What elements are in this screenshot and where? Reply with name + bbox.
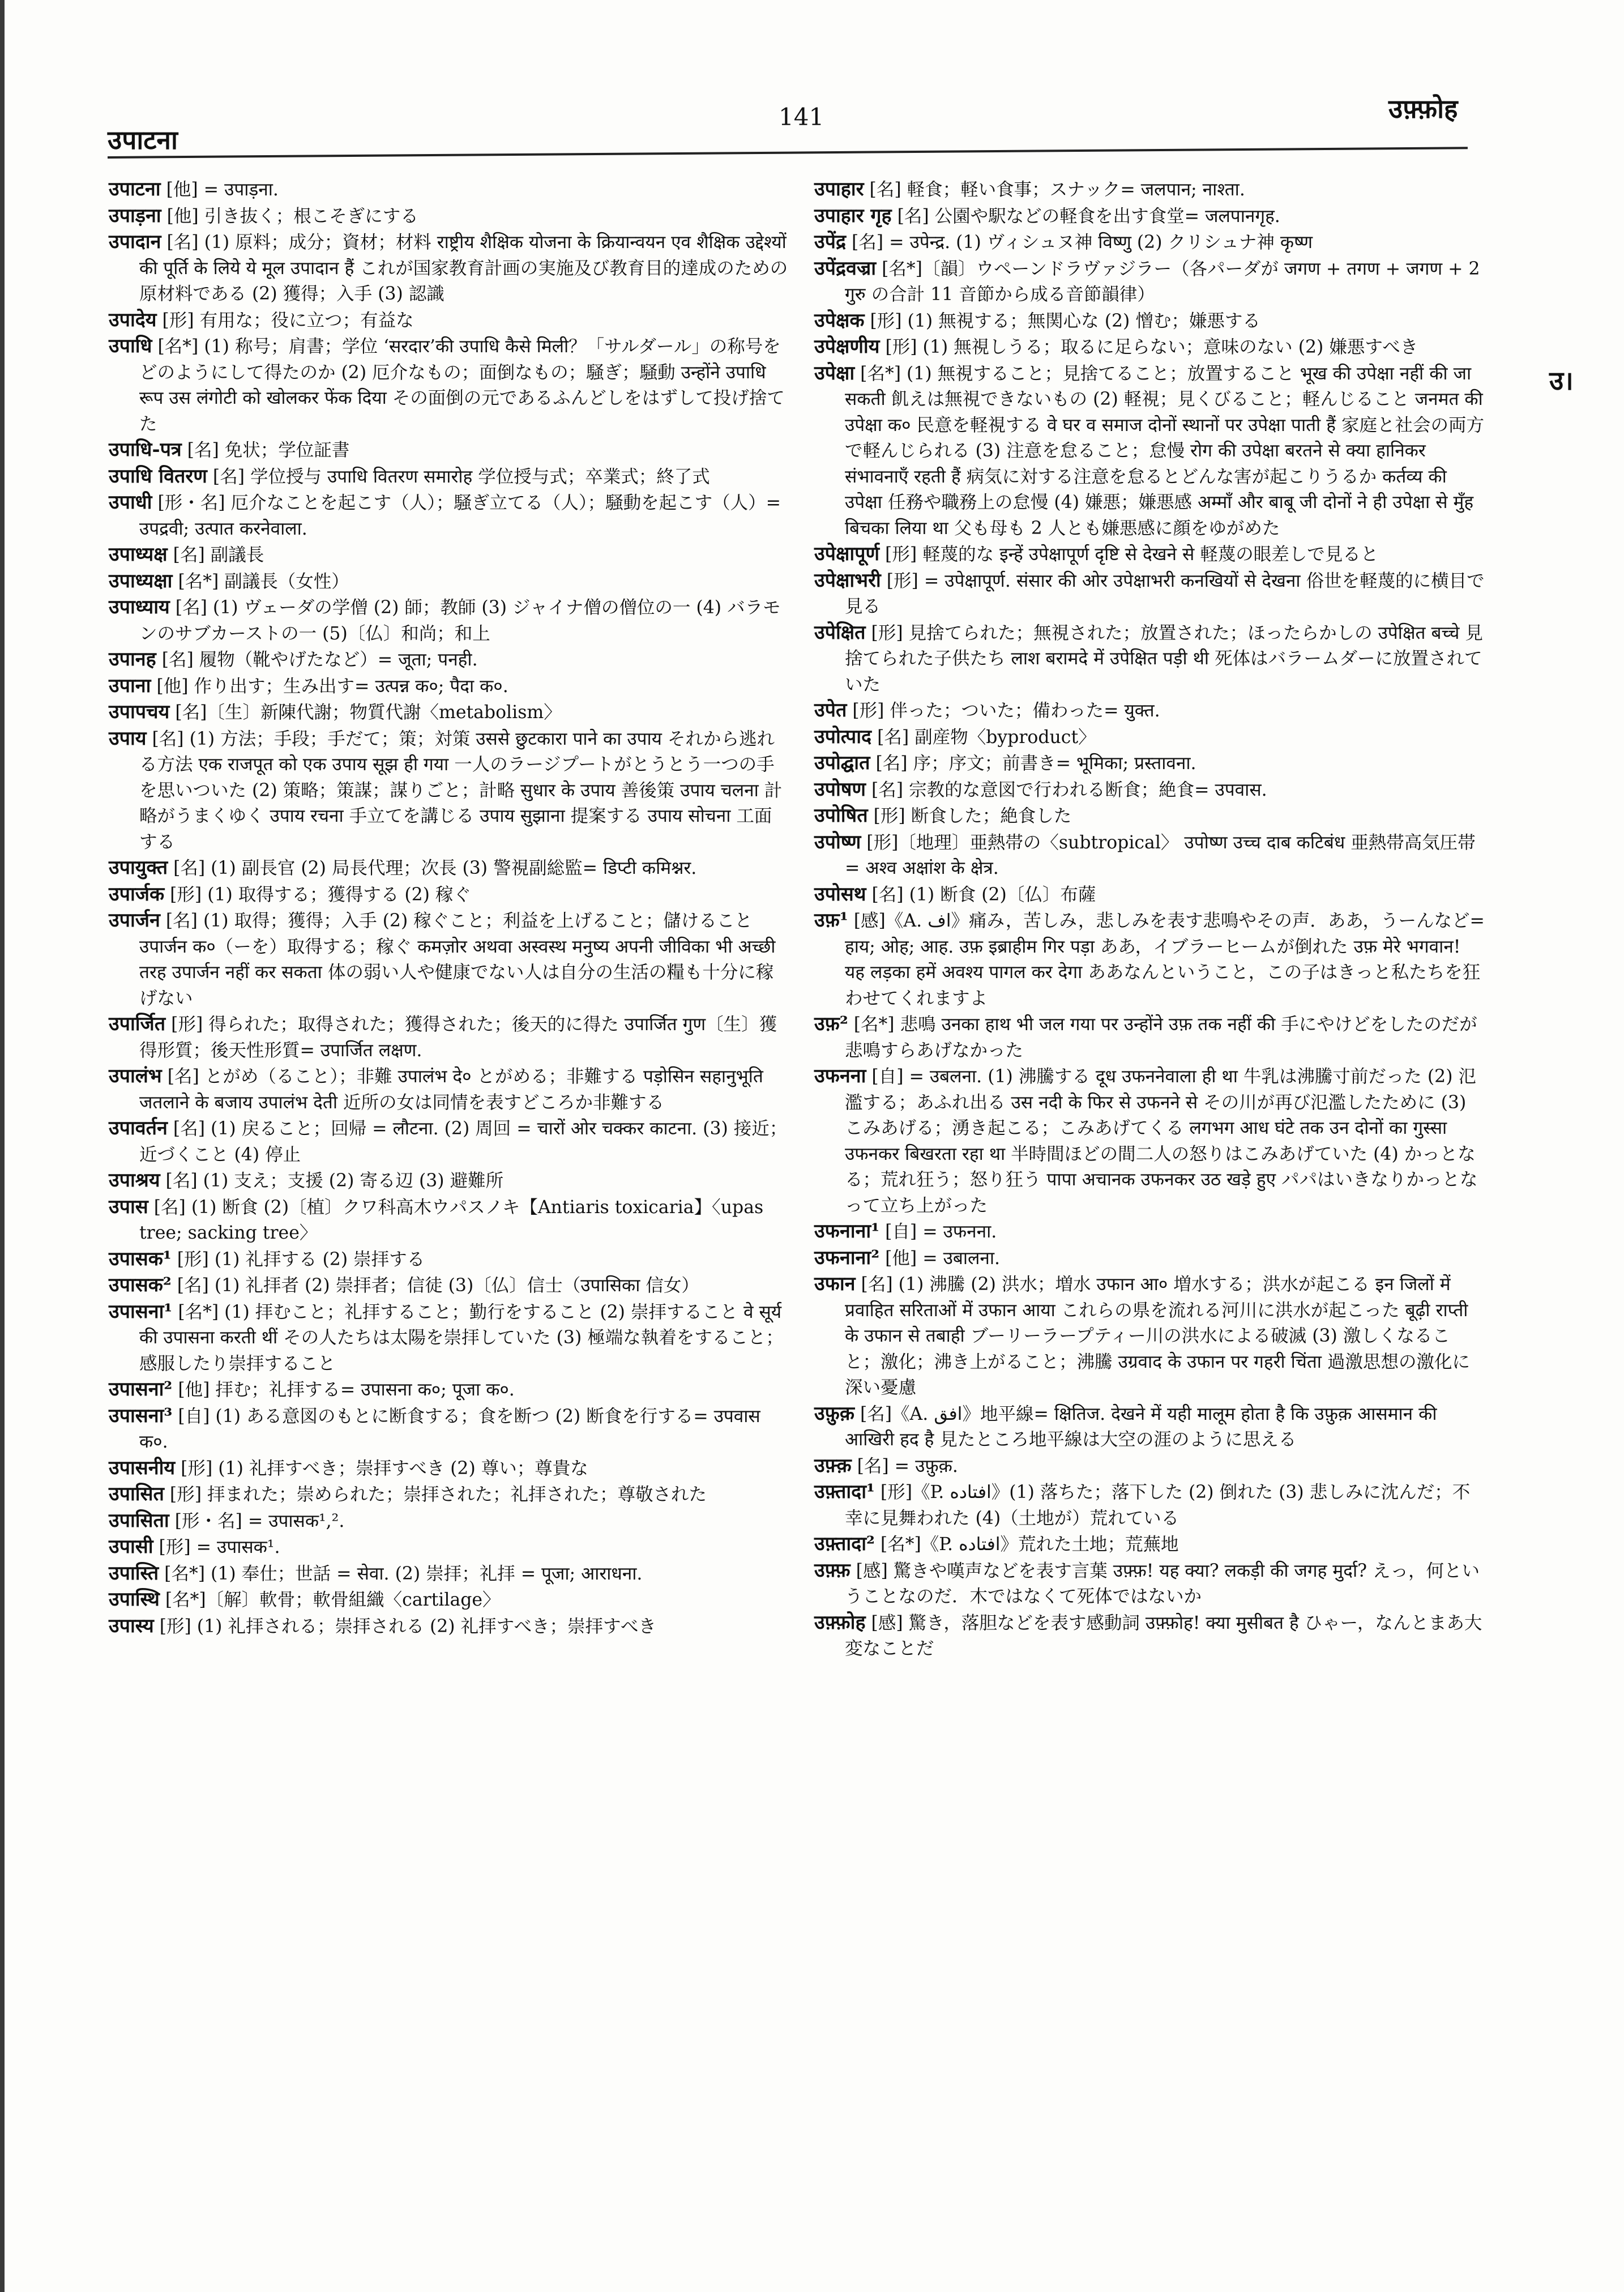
entry-definition: [名] 副議長: [167, 545, 264, 565]
entry-definition: [形] (1) 礼拝する (2) 崇拝する: [171, 1249, 425, 1270]
dictionary-entry: [814, 1610, 1485, 1662]
headword: उपासना¹: [109, 1300, 173, 1323]
entry-definition: [自] = उफनना.: [879, 1222, 997, 1242]
headword: उपायुक्त: [109, 856, 168, 879]
entry-definition: [名] (1) ヴェーダの学僧 (2) 師；教師 (3) ジャイナ僧の僧位の一 (4) バラモンのサブカーストの一 (5)〔仏〕和尚；和上: [139, 597, 781, 644]
entry-definition: [名] 副産物〈byproduct〉: [871, 727, 1096, 748]
dictionary-entry: [814, 334, 1485, 361]
dictionary-entry: [109, 647, 788, 673]
dictionary-entry: [814, 1011, 1485, 1064]
header-rule: [108, 147, 1468, 159]
dictionary-entry: [814, 882, 1485, 908]
entry-definition: [形] = उपासक¹.: [153, 1537, 280, 1557]
dictionary-entry: [109, 1064, 788, 1116]
dictionary-entry: [814, 256, 1485, 308]
entry-definition: [他] 引き抜く；根こそぎにする: [161, 206, 418, 227]
dictionary-entry: [814, 1558, 1485, 1610]
headword: उफ़¹: [814, 909, 848, 932]
dictionary-entry: [814, 308, 1485, 335]
dictionary-entry: [109, 1508, 788, 1535]
headword: उफ़ुक़: [814, 1402, 854, 1425]
dictionary-entry: [109, 1377, 788, 1403]
headword: उपादेय: [109, 308, 157, 331]
headword: उफनाना²: [814, 1246, 880, 1269]
headword: उपासी: [109, 1535, 153, 1558]
dictionary-entry: [814, 1401, 1485, 1453]
entry-definition: [名*] (1) 奉仕；世話 = सेवा. (2) 崇拝；礼拝 = पूजा; आराधना.: [159, 1563, 643, 1584]
entry-definition: [名] (1) 副長官 (2) 局長代理；次長 (3) 警視副総監= डिप्टी कमिश्नर.: [168, 858, 697, 878]
headword: उफ़्तादा²: [814, 1533, 875, 1555]
dictionary-entry: [814, 750, 1485, 777]
headword: उपार्जन: [109, 909, 160, 932]
dictionary-entry: [814, 1245, 1485, 1272]
headword: उपेक्षा: [814, 361, 855, 385]
entry-definition: [名] (1) 原料；成分；資材；材料 राष्ट्रीय शैक्षिक योजना के क्रियान्वयन एव शैक्षिक उद्देश्यों की पूर्ति के लिये ये मूल उपादान हैं これが国家教育計画の実施及び教育目的達成のための原材料である (2) 獲得；入手 (3) 認識: [139, 232, 788, 304]
headword: उफ़्फ़ोह: [814, 1611, 866, 1634]
headword: उपासना²: [109, 1378, 173, 1401]
dictionary-entry: [109, 673, 788, 700]
headword: उपेक्षणीय: [814, 335, 880, 358]
headword: उपासनीय: [109, 1456, 176, 1479]
dictionary-entry: [109, 1116, 788, 1168]
dictionary-entry: [109, 1168, 788, 1194]
dictionary-entry: [814, 698, 1485, 724]
dictionary-entry: [109, 177, 788, 203]
dictionary-entry: [109, 203, 788, 230]
entry-definition: [名] (1) 断食 (2)〔仏〕布薩: [866, 884, 1096, 905]
entry-definition: [名] 宗教的な意図で行われる断食；絶食= उपवास.: [865, 779, 1267, 800]
headword: उपोष्ण: [814, 830, 861, 853]
entry-definition: [自] = उबलना. (1) 沸騰する दूध उफननेवाला ही था 牛乳は沸騰寸前だった (2) 氾濫する；あふれ出る उस नदी के फिर से उफनने से その川が再び氾濫したために (3) こみあげる；湧き起こる；こみあげてくる लगभग आध घंटे तक उन दोनों का गुस्सा उफनकर बिखरता रहा था 半時間ほどの間二人の怒りはこみあげていた (4) かっとなる；荒れ狂う；怒り狂う पापा अचानक उफनकर उठ खड़े हुए パパはいきなりかっとなって立ち上がった: [845, 1066, 1478, 1216]
dictionary-entry: [109, 699, 788, 726]
headword: उपेत: [814, 699, 847, 722]
scan-edge: [0, 0, 5, 2292]
running-head-right: उफ़्फ़ोह: [1388, 93, 1458, 124]
headword: उपापचय: [109, 701, 170, 723]
entry-definition: [形] 得られた；取得された；獲得された；後天的に得た उपार्जित गुण〔生〕獲得形質；後天性形質= उपार्जित लक्षण.: [139, 1014, 777, 1061]
entry-definition: [形]《P. افتاده》(1) 落ちた；落下した (2) 倒れた (3) 悲しみに沈んだ；不幸に見舞われた (4)（土地が）荒れている: [845, 1482, 1471, 1529]
dictionary-entry: [814, 229, 1485, 256]
dictionary-entry: [109, 908, 788, 1011]
headword: उपोद्घात: [814, 752, 870, 774]
headword: उफनाना¹: [814, 1220, 880, 1243]
dictionary-entry: [109, 1247, 788, 1273]
headword: उफ़्फ़: [814, 1559, 851, 1582]
right-column: [814, 177, 1485, 1662]
headword: उपास्य: [109, 1614, 154, 1637]
dictionary-entry: [109, 1403, 788, 1456]
dictionary-entry: [814, 830, 1485, 882]
dictionary-entry: [814, 203, 1485, 230]
entry-definition: [名] 公園や駅などの軽食を出す食堂= जलपानगृह.: [891, 206, 1280, 227]
entry-definition: [形・名] 厄介なことを起こす（人）；騒ぎ立てる（人）；騒動を起こす（人）= उपद्रवी; उत्पात करनेवाला.: [139, 493, 781, 539]
entry-definition: [形] 見捨てられた；無視された；放置された；ほったらかしの उपेक्षित बच्चे 見捨てられた子供たち लाश बरामदे में उपेक्षित पड़ी थी 死体はバラームダーに放置されていた: [845, 622, 1483, 695]
headword: उपाड़ना: [109, 204, 161, 227]
entry-definition: [形] 拝まれた；崇められた；崇拝された；礼拝された；尊敬された: [164, 1484, 707, 1505]
entry-definition: [名] (1) 断食 (2)〔植〕クワ科高木ウパスノキ【Antiaris toxicaria】〈upas tree; sacking tree〉: [139, 1197, 764, 1243]
entry-definition: [名] (1) 礼拝者 (2) 崇拝者；信徒 (3)〔仏〕信士（उपासिका 信女）: [171, 1275, 699, 1296]
headword: उफनना: [814, 1065, 866, 1087]
dictionary-entry: [109, 1534, 788, 1561]
entry-definition: [名] = उफ़ुक़.: [851, 1456, 958, 1476]
entry-definition: [他] 作り出す；生み出す= उत्पन्न क०; पैदा क०.: [151, 676, 508, 697]
entry-definition: [形・名] = उपासक¹,².: [169, 1510, 345, 1531]
headword: उपास्थि: [109, 1588, 160, 1611]
entry-definition: [形] (1) 礼拝すべき；崇拝すべき (2) 尊い；尊貴な: [175, 1458, 588, 1479]
dictionary-entry: [814, 361, 1485, 542]
headword: उपानह: [109, 648, 156, 671]
headword: उपाधि वितरण: [109, 464, 207, 488]
headword: उपार्जित: [109, 1013, 166, 1035]
dictionary-entry: [814, 724, 1485, 751]
entry-definition: [名] とがめ（ること）；非難 उपालंभ दे० とがめる；非難する पड़ोसिन सहानुभूति जतलाने के बजाय उपालंभ देती 近所の女は同情を表すどころか非難する: [139, 1066, 763, 1113]
dictionary-entry: [814, 803, 1485, 830]
headword: उपोषण: [814, 778, 866, 801]
entry-definition: [形] 軽蔑的な इन्हें उपेक्षापूर्ण दृष्टि से देखने से 軽蔑の眼差しで見ると: [879, 544, 1379, 565]
dictionary-entry: [109, 308, 788, 334]
headword: उपाधि: [109, 335, 152, 357]
dictionary-entry: [109, 542, 788, 569]
dictionary-entry: [109, 1273, 788, 1299]
dictionary-entry: [814, 777, 1485, 804]
entry-definition: [名] (1) 沸騰 (2) 洪水；増水 उफान आ० 増水する；洪水が起こる इन जिलों में प्रवाहित सरिताओं में उफान आया これらの県を流れる河川に洪水が起こった बूढ़ी राप्ती के उफान से तबाही ブーリーラープティー川の洪水による破滅 (3) 激しくなること；激化；沸き上がること；沸騰 उग्रवाद के उफान पर गहरी चिंता 過激思想の激化に深い憂慮: [845, 1274, 1470, 1398]
dictionary-entry: [109, 1456, 788, 1482]
entry-definition: [名*]《P. افتاده》荒れた土地；荒蕪地: [874, 1534, 1179, 1555]
entry-definition: [形] (1) 取得する；獲得する (2) 稼ぐ: [164, 884, 471, 905]
headword: उपाधी: [109, 491, 152, 514]
entry-definition: [他] 拝む；礼拝する= उपासना क०; पूजा क०.: [172, 1380, 515, 1400]
headword: उपास्ति: [109, 1561, 159, 1585]
headword: उपोत्पाद: [814, 725, 872, 748]
headword: उपास: [109, 1195, 148, 1218]
entry-definition: [名*]〔解〕軟骨；軟骨組織〈cartilage〉: [159, 1590, 501, 1610]
headword: उपाना: [109, 674, 151, 697]
entry-definition: [形] (1) 無視する；無関心な (2) 憎む；嫌悪する: [864, 310, 1260, 331]
headword: उपाहार गृह: [814, 204, 892, 227]
dictionary-entry: [109, 855, 788, 882]
entry-definition: [形] = उपेक्षापूर्ण. संसार की ओर उपेक्षाभरी कनखियों से देखना 俗世を軽蔑的に横目で見る: [845, 570, 1485, 617]
entry-definition: [名*] 副議長（女性）: [172, 571, 349, 592]
headword: उपार्जक: [109, 882, 165, 906]
entry-definition: [名] (1) 支え；支援 (2) 寄る辺 (3) 避難所: [160, 1171, 504, 1191]
page-number: 141: [779, 103, 824, 131]
dictionary-entry: [109, 569, 788, 595]
entry-definition: [他] = उबालना.: [879, 1248, 1001, 1269]
entry-definition: [感] 驚きや嘆声などを表す言葉 उफ़्फ़! यह क्या? लकड़ी की जगह मुर्दा? えっ，何ということなのだ．木ではなくて死体ではないか: [845, 1560, 1480, 1607]
entry-definition: [名] 序；序文；前書き= भूमिका; प्रस्तावना.: [870, 753, 1196, 774]
headword: उपासिता: [109, 1509, 169, 1532]
headword: उपाध्याय: [109, 596, 170, 618]
entry-definition: [名] (1) 方法；手段；手だて；策；対策 उससे छुटकारा पाने का उपाय それから逃れる方法 एक राजपूत को एक उपाय सूझ ही गया 一人のラージプートがとうとう一つの手を思いついた (2) 策略；策謀；謀りごと；計略 सुधार के उपाय 善後策 उपाय चलना 計略がうまくゆく उपाय रचना 手立てを講じる उपाय सुझाना 提案する उपाय सोचना 工面する: [139, 728, 783, 852]
entry-definition: [名] 軽食；軽い食事；スナック= जलपान; नाश्ता.: [864, 180, 1245, 200]
headword: उपासक²: [109, 1274, 172, 1296]
entry-definition: [名*] (1) 無視すること；見捨てること；放置すること भूख की उपेक्षा नहीं की जा सकती 飢えは無視できないもの (2) 軽視；見くびること；軽んじること जनमत की उपेक्षा क० 民意を軽視する वे घर व समाज दोनों स्थानों पर उपेक्षा पाती हैं 家庭と社会の両方で軽んじられる (3) 注意を怠ること；怠慢 रोग की उपेक्षा बरतने से क्या हानिकर संभावनाएँ रहती हैं 病気に対する注意を怠るとどんな害が起こりうるか कर्तव्य की उपेक्षा 任務や職務上の怠慢 (4) 嫌悪；嫌悪感 अम्माँ और बाबू जी दोनों ने ही उपेक्षा से मुँह बिचका लिया था 父も母も 2 人とも嫌悪感に顔をゆがめた: [845, 363, 1484, 539]
headword: उपाध्यक्षा: [109, 569, 173, 592]
headword: उपासित: [109, 1483, 164, 1505]
dictionary-entry: [109, 437, 788, 464]
dictionary-entry: [109, 726, 788, 856]
entry-definition: [名*] (1) 拝むこと；礼拝すること；勤行をすること (2) 崇拝すること वे सूर्य की उपासना करती थीं その人たちは太陽を崇拝していた (3) 極端な執着をすること；感服したり崇拝すること: [139, 1301, 784, 1374]
dictionary-entry: [109, 490, 788, 542]
entry-definition: [感] 驚き，落胆などを表す感動詞 उफ़्फ़ोह! क्या मुसीबत है ひゃー，なんとまあ大変なことだ: [845, 1612, 1482, 1659]
headword: उपाध्यक्ष: [109, 543, 168, 566]
headword: उपालंभ: [109, 1065, 162, 1087]
headword: उपाहार: [814, 178, 864, 200]
entry-definition: [名] (1) 戻ること；回帰 = लौटना. (2) 周回 = चारों ओर चक्कर काटना. (3) 接近；近づくこと (4) 停止: [139, 1119, 788, 1165]
dictionary-entry: [814, 1531, 1485, 1558]
entry-definition: [形] 断食した；絶食した: [867, 806, 1072, 826]
headword: उपासना³: [109, 1404, 173, 1427]
entry-definition: [名]《A. افق》地平線= क्षितिज. देखने में यही मालूम होता है कि उफ़ुक़ आसमान की आखिरी हद है 見たところ地平線は大空の涯のように思える: [845, 1403, 1437, 1450]
headword: उपेंद्रवज्रा: [814, 257, 877, 280]
headword: उपाश्रय: [109, 1169, 160, 1192]
entry-definition: [形] (1) 無視しうる；取るに足らない；意味のない (2) 嫌悪すべき: [879, 337, 1418, 357]
headword: उपेक्षक: [814, 309, 865, 332]
entry-definition: [名] (1) 取得；獲得；入手 (2) 稼ぐこと；利益を上げること；儲けること उपार्जन क०（ーを）取得する；稼ぐ कमज़ोर अथवा अस्वस्थ मनुष्य अपनी जीविका भी अच्छी तरह उपार्जन नहीं कर सकता 体の弱い人や健康でない人は自分の生活の糧も十分に稼げない: [139, 911, 776, 1009]
running-head-left: उपाटना: [108, 125, 178, 155]
entry-definition: [名] 学位授与 उपाधि वितरण समारोह 学位授与式；卒業式；終了式: [207, 466, 710, 487]
headword: उपेक्षाभरी: [814, 569, 881, 592]
entry-definition: [名] 履物（靴やげたなど）= जूता; पनही.: [156, 650, 478, 670]
entry-definition: [名*]〔韻〕ウペーンドラヴァジラー（各パーダが जगण + तगण + जगण + 2 गुरु の合計 11 音節から成る音節韻律）: [845, 258, 1480, 305]
headword: उपेंद्र: [814, 231, 846, 253]
entry-definition: [感]《A. اف》痛み，苦しみ，悲しみを表す悲鳴やその声．ああ，うーんなど= हाय; ओह; आह. उफ़ इब्राहीम गिर पड़ा ああ，イブラーヒームが倒れた उफ़ मेरे भगवान! यह लड़का हमें अवश्य पागल कर देगा ああなんということ，この子はきっと私たちを狂わせてくれますよ: [845, 911, 1485, 1009]
headword: उपावर्तन: [109, 1117, 168, 1139]
entry-definition: [名*] 悲鳴 उनका हाथ भी जल गया पर उन्होंने उफ़ तक नहीं की 手にやけどをしたのだが悲鳴すらあげなかった: [845, 1014, 1477, 1061]
dictionary-entry: [814, 177, 1485, 203]
headword: उफ़²: [814, 1013, 848, 1035]
dictionary-entry: [109, 882, 788, 908]
dictionary-entry: [109, 1299, 788, 1377]
entry-definition: [名] = उपेन्द्र. (1) ヴィシュヌ神 विष्णु (2) クリシュナ神 कृष्ण: [846, 232, 1313, 253]
headword: उपाधि-पत्र: [109, 438, 182, 461]
dictionary-entry: [814, 1453, 1485, 1480]
dictionary-entry: [814, 620, 1485, 698]
dictionary-entry: [109, 1482, 788, 1508]
headword: उफान: [814, 1273, 856, 1295]
dictionary-entry: [109, 229, 788, 308]
dictionary-entry: [814, 1219, 1485, 1245]
headword: उफ़्तादा¹: [814, 1480, 875, 1503]
dictionary-entry: [109, 1194, 788, 1247]
dictionary-entry: [814, 1479, 1485, 1531]
entry-definition: [形] 有用な；役に立つ；有益な: [156, 310, 414, 331]
dictionary-entry: [109, 1561, 788, 1587]
headword: उपाटना: [109, 178, 161, 200]
dictionary-entry: [814, 1271, 1485, 1401]
dictionary-entry: [814, 908, 1485, 1011]
dictionary-entry: [109, 1614, 788, 1640]
entry-definition: [他] = उपाड़ना.: [160, 180, 279, 200]
entry-definition: [形] 伴った；ついた；備わった= युक्त.: [847, 701, 1160, 721]
dictionary-entry: [109, 334, 788, 437]
headword: उपोसथ: [814, 882, 866, 906]
entry-definition: [名]〔生〕新陳代謝；物質代謝〈metabolism〉: [169, 702, 562, 723]
headword: उपेक्षापूर्ण: [814, 543, 880, 565]
entry-definition: [形] (1) 礼拝される；崇拝される (2) 礼拝すべき；崇拝すべき: [153, 1616, 656, 1637]
dictionary-entry: [109, 1011, 788, 1064]
entry-definition: [名] 免状；学位証書: [181, 440, 350, 460]
dictionary-entry: [814, 568, 1485, 620]
dictionary-entry: [814, 541, 1485, 568]
dictionary-entry: [109, 1587, 788, 1614]
headword: उफ़्क़: [814, 1454, 852, 1477]
entry-definition: [名*] (1) 称号；肩書；学位 ‘सरदार’की उपाधि कैसे मिली？「サルダール」の称号をどのようにして得たのか (2) 厄介なもの；面倒なもの；騒ぎ；騒動 उन्होंने उपाधि रूप उस लंगोटी को खोलकर फेंक दिया その面倒の元であるふんどしをはずして投げ捨てた: [139, 336, 785, 434]
dictionary-entry: [109, 595, 788, 647]
headword: उपेक्षित: [814, 621, 866, 644]
dictionary-entry: [814, 1064, 1485, 1219]
entry-definition: [形]〔地理〕亜熱帯の〈subtropical〉 उपोष्ण उच्च दाब कटिबंध 亜熱帯高気圧帯= अश्व अक्षांश के क्षेत्र.: [845, 832, 1476, 878]
left-column: [109, 177, 788, 1640]
dictionary-entry: [109, 464, 788, 490]
headword: उपासक¹: [109, 1247, 172, 1270]
headword: उपोषित: [814, 804, 868, 827]
headword: उपादान: [109, 231, 161, 253]
headword: उपाय: [109, 727, 147, 750]
thumb-index-marker: उ।: [1549, 365, 1574, 396]
entry-definition: [自] (1) ある意図のもとに断食する；食を断つ (2) 断食を行する= उपवास क०.: [139, 1406, 760, 1452]
